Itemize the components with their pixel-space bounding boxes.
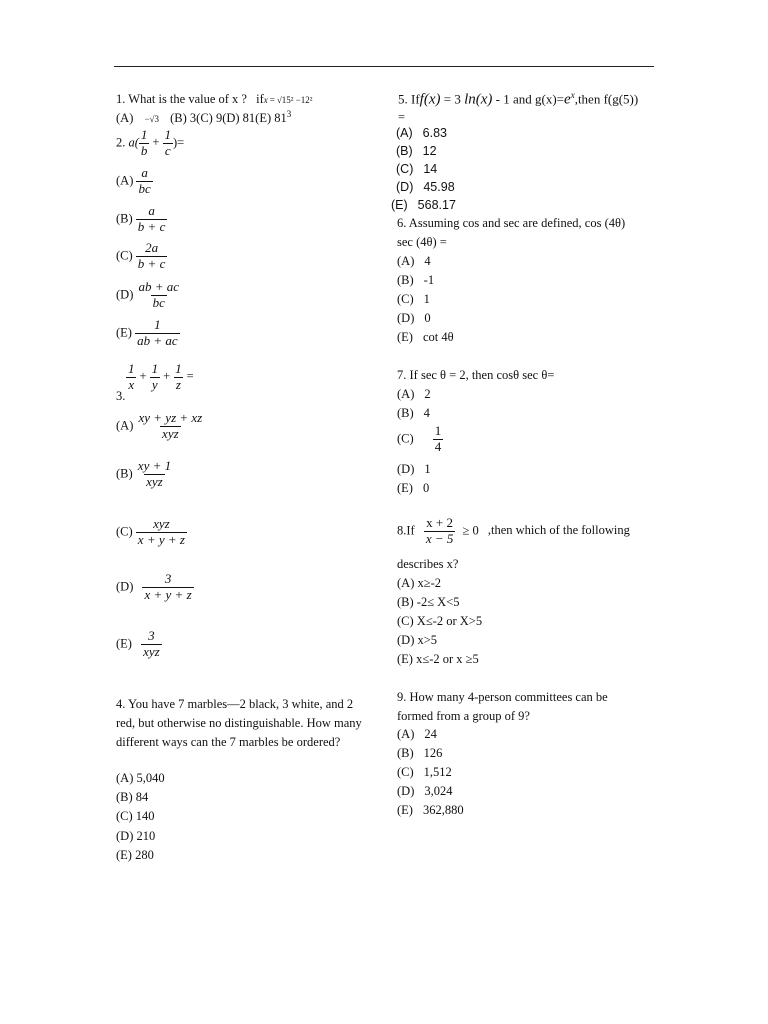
q6-option-a	[397, 254, 431, 269]
q2-option-c-label: (C)	[116, 248, 133, 263]
question-9-stem-line-2: formed from a group of 9?	[397, 709, 530, 723]
q3-option-e-num: 3	[148, 628, 155, 643]
q3-frac-3	[173, 362, 184, 393]
q3-option-d-label: (D)	[116, 579, 134, 594]
q3-option-e	[116, 629, 162, 660]
q8-option-a: (A) x≥-2	[397, 576, 442, 590]
q8-fraction	[424, 516, 456, 547]
q2-option-d	[116, 280, 181, 311]
q2-option-c-num: 2a	[145, 240, 159, 255]
q3-d2: y	[151, 376, 158, 392]
q9-option-c-label: (C)	[397, 765, 414, 779]
q3-option-d	[116, 572, 194, 603]
q6-option-e	[397, 330, 454, 345]
q3-option-d-den: x + y + z	[144, 586, 192, 602]
q7-option-a	[397, 387, 431, 402]
q3-option-c-den: x + y + z	[137, 531, 185, 547]
q8-stem-start: 8.If	[397, 523, 415, 538]
q5-fx: f(x)	[419, 91, 441, 108]
question-8-stem	[397, 516, 630, 547]
q2-option-b-frac	[136, 204, 168, 235]
q7-option-c-num: 1	[434, 423, 442, 438]
q3-stem: 3.	[116, 389, 126, 403]
q3-option-e-label: (E)	[116, 636, 132, 651]
q9-option-a	[397, 727, 437, 742]
q5-option-c	[396, 162, 437, 177]
q2-option-d-frac	[136, 280, 181, 311]
q8-option-b: (B) -2≤ X<5	[397, 595, 460, 609]
q3-option-a-num: xy + yz + xz	[138, 410, 203, 425]
q3-d3: z	[175, 376, 181, 392]
q3-option-b-den: xyz	[146, 473, 163, 489]
q3-option-b-label: (B)	[116, 466, 133, 481]
q5-option-e-label: (E)	[391, 198, 408, 212]
q5-option-a-label: (A)	[396, 126, 413, 140]
q8-option-e: (E) x≤-2 or x ≥5	[397, 652, 479, 666]
q1-stem-text: 1. What is the value of x ?	[116, 92, 247, 106]
q1-if: if	[256, 92, 264, 106]
q5-option-c-label: (C)	[396, 162, 414, 176]
question-9-stem-line-1: 9. How many 4-person committees can be	[397, 690, 608, 704]
q7-option-a-value: 2	[424, 387, 431, 401]
q4-option-d: (D) 210	[116, 829, 156, 843]
q6-option-a-label: (A)	[397, 254, 415, 268]
q6-option-d-label: (D)	[397, 311, 415, 325]
q1-expr-x: x	[263, 95, 268, 105]
q2-option-b	[116, 204, 167, 235]
question-1-options	[116, 109, 291, 126]
q7-option-b	[397, 406, 430, 421]
q8-ineq: ≥ 0	[462, 523, 479, 538]
q2-option-c	[116, 241, 167, 272]
question-7-stem: 7. If sec θ = 2, then cosθ sec θ=	[397, 368, 555, 382]
q6-option-b	[397, 273, 434, 288]
q6-option-c	[397, 292, 430, 307]
q3-option-a-label: (A)	[116, 418, 134, 433]
q2-option-b-den: b + c	[137, 218, 166, 234]
q7-option-b-value: 4	[423, 406, 430, 420]
q9-option-e-label: (E)	[397, 803, 413, 817]
q1-expr-eq: =	[269, 95, 275, 105]
q3-option-c-label: (C)	[116, 524, 133, 539]
q3-n3: 1	[175, 361, 182, 376]
q3-eq: =	[186, 369, 194, 384]
q5-arg: (x)	[475, 91, 493, 108]
q2-plus: +	[152, 135, 160, 150]
q2-option-a-frac	[136, 166, 152, 197]
top-rule	[114, 66, 654, 67]
q2-option-e-frac	[135, 318, 180, 349]
q5-option-a-value: 6.83	[422, 126, 448, 140]
q3-d1: x	[128, 376, 135, 392]
q6-option-a-value: 4	[424, 254, 431, 268]
question-4-stem: 4. You have 7 marbles—2 black, 3 white, and 2 red, but otherwise no distinguishable. How many different ways can the 7 marbles be ordered?	[116, 697, 362, 749]
q2-expr-frac-2	[162, 128, 173, 159]
q7-option-e	[397, 481, 429, 496]
q3-option-c-frac	[136, 517, 187, 548]
q6-option-e-label: (E)	[397, 330, 413, 344]
q8-stem-end: ,then which of the following	[487, 523, 630, 538]
q3-option-b-num: xy + 1	[137, 458, 172, 473]
q3-option-e-den: xyz	[143, 643, 160, 659]
question-3-expression	[126, 362, 194, 393]
q5-eq-line: =	[398, 110, 406, 124]
question-6-stem-line-2: sec (4θ) =	[397, 235, 447, 249]
q9-option-e	[397, 803, 464, 818]
q5-option-b	[396, 144, 437, 159]
q3-option-b-frac	[136, 459, 173, 490]
q5-option-d	[396, 180, 455, 195]
q8-option-d: (D) x>5	[397, 633, 438, 647]
q2-option-e	[116, 318, 180, 349]
q6-option-d-value: 0	[424, 311, 431, 325]
q5-option-d-value: 45.98	[423, 180, 455, 194]
q2-option-d-label: (D)	[116, 287, 134, 302]
q5-option-d-label: (D)	[396, 180, 414, 194]
q2-option-a-label: (A)	[116, 173, 134, 188]
q6-option-b-value: -1	[423, 273, 435, 287]
question-5-stem	[398, 90, 638, 108]
q2-option-c-frac	[136, 241, 168, 272]
q2-n2: 1	[164, 127, 171, 142]
q1-option-a-value: −√3	[144, 114, 159, 125]
q5-option-e	[391, 198, 456, 213]
q5-mid: - 1 and g(x)=	[492, 91, 565, 107]
q9-option-a-label: (A)	[397, 727, 415, 741]
q3-frac-1	[126, 362, 137, 393]
q3-option-c-num: xyz	[153, 516, 170, 531]
q6-option-c-label: (C)	[397, 292, 414, 306]
q1-option-e-sup: 3	[286, 109, 292, 119]
q3-option-a	[116, 411, 204, 442]
q4-option-e: (E) 280	[116, 848, 154, 862]
q3-plus-2: +	[163, 369, 171, 384]
q7-option-c-den: 4	[434, 438, 442, 454]
q2-expr-a: a(	[128, 135, 139, 150]
q9-option-a-value: 24	[424, 727, 437, 741]
q4-option-c: (C) 140	[116, 809, 155, 823]
q2-option-a-den: bc	[138, 180, 151, 196]
q9-option-d-label: (D)	[397, 784, 415, 798]
q3-plus-1: +	[139, 369, 147, 384]
q3-option-e-frac	[141, 629, 162, 660]
q3-option-c	[116, 517, 187, 548]
q6-option-e-value: cot 4θ	[422, 330, 454, 344]
q7-option-d	[397, 462, 431, 477]
q1-expr-root: √15² −12²	[276, 95, 313, 105]
q2-option-b-num: a	[148, 203, 155, 218]
question-8-stem-line-2: describes x?	[397, 557, 459, 571]
q9-option-b-value: 126	[423, 746, 443, 760]
q9-option-e-value: 362,880	[422, 803, 464, 817]
q2-option-a-num: a	[141, 165, 148, 180]
q4-option-b: (B) 84	[116, 790, 149, 804]
q8-num: x + 2	[426, 515, 454, 530]
q7-option-c-label: (C)	[397, 431, 414, 446]
q7-option-a-label: (A)	[397, 387, 415, 401]
q5-e-sup: x	[570, 90, 575, 100]
q6-option-c-value: 1	[423, 292, 430, 306]
q5-option-b-label: (B)	[396, 144, 413, 158]
q6-option-b-label: (B)	[397, 273, 414, 287]
q2-option-e-den: ab + ac	[137, 332, 178, 348]
q9-option-b-label: (B)	[397, 746, 414, 760]
q5-ln: ln	[464, 91, 476, 108]
q2-option-b-label: (B)	[116, 211, 133, 226]
q2-option-d-num: ab + ac	[138, 279, 180, 294]
q1-option-a-label: (A)	[116, 111, 134, 126]
q7-option-e-value: 0	[422, 481, 430, 495]
q5-e: e	[564, 91, 571, 108]
question-1-stem	[116, 92, 313, 107]
q5-eq-part: = 3	[440, 91, 465, 107]
q9-option-c	[397, 765, 452, 780]
q8-den: x − 5	[425, 530, 454, 546]
q2-option-c-den: b + c	[137, 255, 166, 271]
q2-d1: b	[140, 142, 148, 158]
q7-option-d-label: (D)	[397, 462, 415, 476]
q7-option-d-value: 1	[424, 462, 431, 476]
q2-option-a	[116, 166, 153, 197]
q2-d2: c	[164, 142, 171, 158]
q2-stem-text: 2.	[116, 135, 126, 150]
q8-option-c: (C) X≤-2 or X>5	[397, 614, 483, 628]
q5-option-b-value: 12	[422, 144, 437, 158]
q3-n2: 1	[151, 361, 159, 376]
q7-option-e-label: (E)	[397, 481, 413, 495]
q7-option-b-label: (B)	[397, 406, 414, 420]
q7-option-c-frac	[433, 424, 444, 455]
q6-option-d	[397, 311, 431, 326]
q5-option-c-value: 14	[423, 162, 438, 176]
q3-option-a-frac	[136, 411, 204, 442]
q9-option-d-value: 3,024	[424, 784, 453, 798]
q5-stem-start: 5. If	[398, 91, 420, 107]
q2-n1: 1	[140, 127, 148, 142]
q9-option-d	[397, 784, 452, 799]
q9-option-b	[397, 746, 442, 761]
q7-option-c	[397, 424, 443, 455]
q1-options-rest: (B) 3(C) 9(D) 81(E) 81	[170, 111, 287, 126]
q2-expr-frac-1	[139, 128, 150, 159]
q2-option-d-den: bc	[152, 294, 165, 310]
q3-option-a-den: xyz	[162, 425, 179, 441]
q4-option-a: (A) 5,040	[116, 771, 165, 785]
q3-option-d-num: 3	[164, 571, 172, 586]
question-2-stem	[116, 128, 184, 159]
q3-option-b	[116, 459, 173, 490]
q3-option-d-frac	[142, 572, 193, 603]
q5-end: ,then f(g(5))	[574, 91, 639, 107]
q2-option-e-num: 1	[154, 317, 161, 332]
q2-expr-end: )=	[172, 135, 185, 150]
q3-n1: 1	[128, 361, 135, 376]
q9-option-c-value: 1,512	[423, 765, 452, 779]
q5-option-e-value: 568.17	[417, 198, 456, 212]
q3-frac-2	[150, 362, 161, 393]
q2-option-e-label: (E)	[116, 325, 132, 340]
question-6-stem-line-1: 6. Assuming cos and sec are defined, cos (4θ)	[397, 216, 626, 230]
q5-option-a	[396, 126, 447, 141]
